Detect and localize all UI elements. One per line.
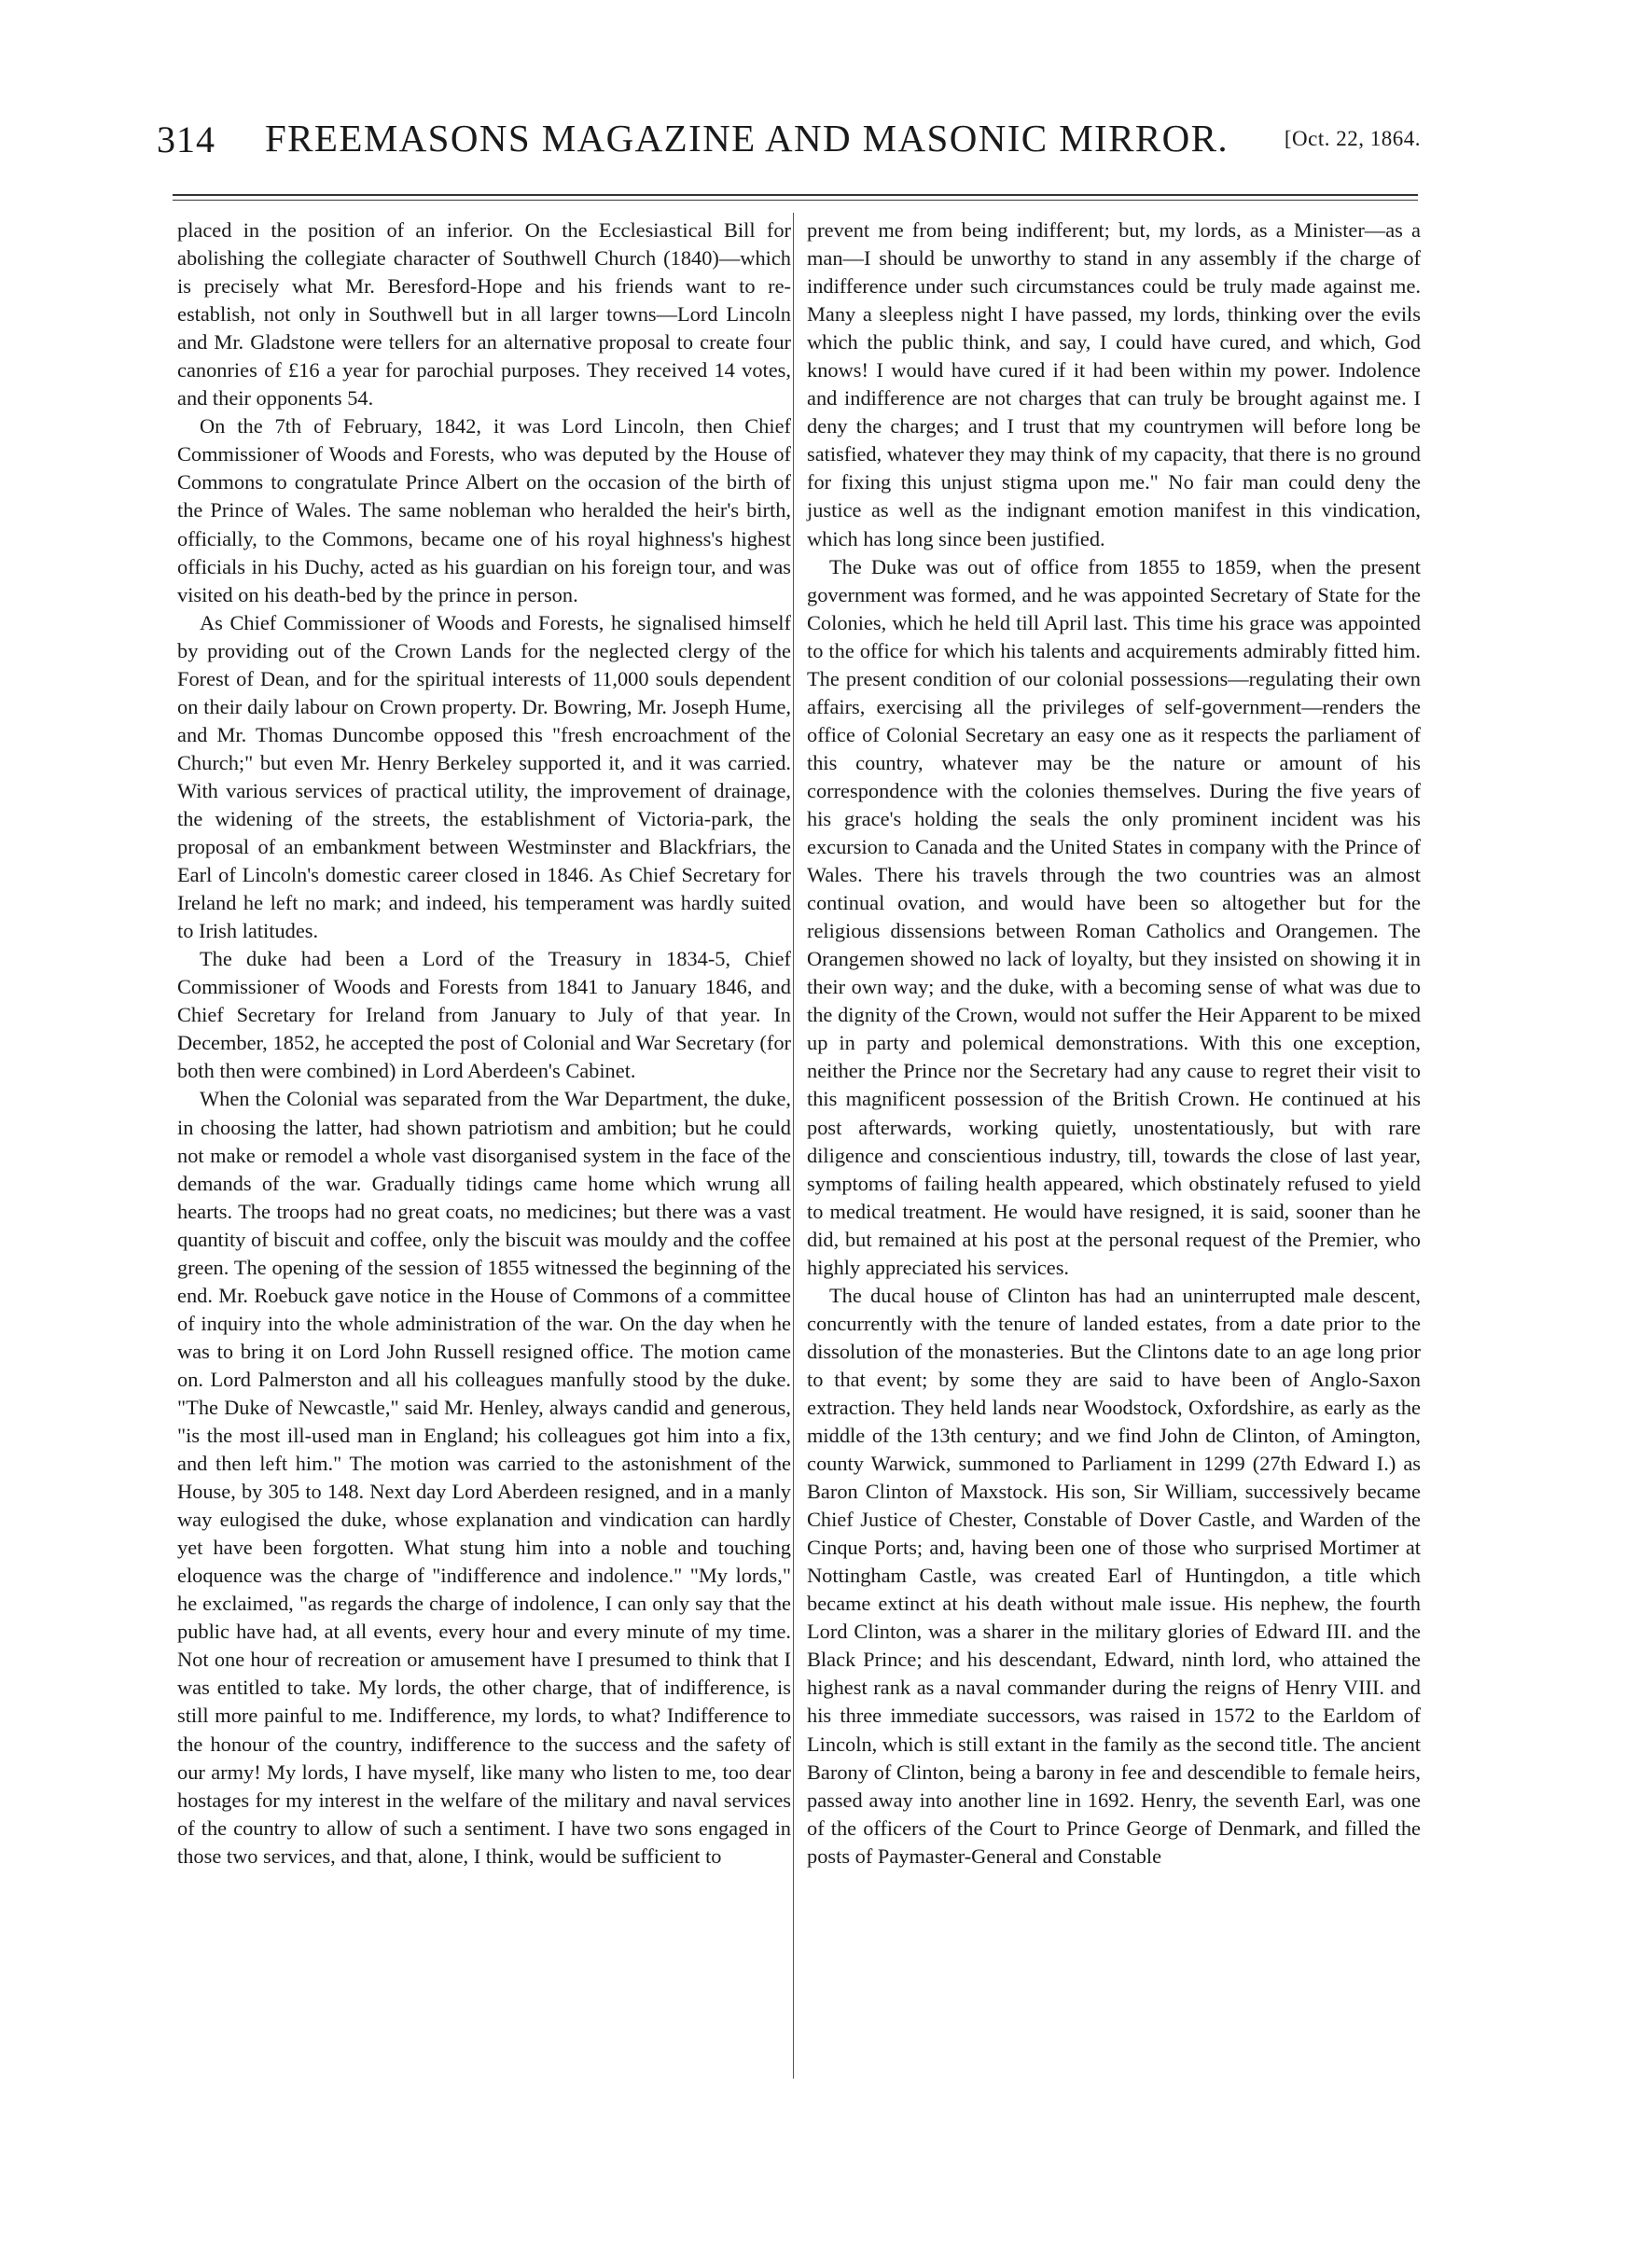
masthead-title: FREEMASONS MAGAZINE AND MASONIC MIRROR. — [264, 117, 1229, 160]
header-rule — [173, 194, 1418, 196]
paragraph: placed in the position of an inferior. On the Ecclesiastical Bill for abolishing the collegiate character of Southwell Church (1840)—which is precisely what Mr. Beresford-Hope and his friends want to re-establish, not only in Southwell but in all larger towns—Lord Lincoln and Mr. Gladstone were tellers for an alternative proposal to create four canonries of £16 a year for parochial purposes. They received 14 votes, and their opponents 54. — [177, 218, 791, 410]
paragraph: The Duke was out of office from 1855 to 1859, when the present government was formed, and he was appointed Secretary of State for the Colonies, which he held till April last. This time his grace was appointed to the office for which his talents and acquirements admirably fitted him. The present condition of our colonial possessions—regulating their own affairs, exercising all the privileges of self-government—renders the office of Colonial Secretary an easy one as it respects the parliament of this country, whatever may be the nature or amount of his correspondence with the colonies themselves. During the five years of his grace's holding the seals the only prominent incident was his excursion to Canada and the United States in company with the Prince of Wales. There his travels through the two countries was an almost continual ovation, and would have been so altogether but for the religious dissensions between Roman Catholics and Orangemen. The Orangemen showed no lack of loyalty, but they insisted on showing it in their own way; and the duke, with a becoming sense of what was due to the dignity of the Crown, would not suffer the Heir Apparent to be mixed up in party and polemical demonstrations. With this one exception, neither the Prince nor the Secretary had any cause to regret their visit to this magnificent possession of the British Crown. He continued at his post afterwards, working quietly, unostentatiously, but with rare diligence and conscientious industry, till, towards the close of last year, symptoms of failing health appeared, which obstinately refused to yield to medical treatment. He would have resigned, it is said, sooner than he did, but remained at his post at the personal request of the Premier, who highly appreciated his services. — [807, 554, 1421, 1279]
paragraph: The duke had been a Lord of the Treasury in 1834-5, Chief Commissioner of Woods and Forests from 1841 to January 1846, and Chief Secretary for Ireland from January to July of that year. In December, 1852, he accepted the post of Colonial and War Secretary (for both then were combined) in Lord Aberdeen's Cabinet. — [177, 947, 791, 1083]
paragraph: On the 7th of February, 1842, it was Lord Lincoln, then Chief Commissioner of Woods and Forests, who was deputed by the House of Commons to congratulate Prince Albert on the occasion of the birth of the Prince of Wales. The same nobleman who heralded the heir's birth, officially, to the Commons, became one of his royal highness's highest officials in his Duchy, acted as his guardian on his foreign tour, and was visited on his death-bed by the prince in person. — [177, 414, 791, 606]
paragraph: When the Colonial was separated from the War Department, the duke, in choosing the latter, had shown patriotism and ambition; but he could not make or remodel a whole vast disorganised system in the face of the demands of the war. Gradually tidings came home which wrung all hearts. The troops had no great coats, no medicines; but there was a vast quantity of biscuit and coffee, only the biscuit was mouldy and the coffee green. The opening of the session of 1855 witnessed the beginning of the end. Mr. Roebuck gave notice in the House of Commons of a committee of inquiry into the whole administration of the war. On the day when he was to bring it on Lord John Russell resigned office. The motion came on. Lord Palmerston and all his colleagues manfully stood by the duke. "The Duke of Newcastle," said Mr. Henley, always candid and generous, "is the most ill-used man in England; his colleagues got him into a fix, and then left him." The motion was carried to the astonishment of the House, by 305 to 148. Next day Lord Aberdeen resigned, and in a manly way eulogised the duke, whose explanation and vindication can hardly yet have been forgotten. What stung him into a noble and touching eloquence was the charge of "indifference and indolence." "My lords," he exclaimed, "as regards the charge of indolence, I can only say that the public have had, at all events, every hour and every minute of my time. Not one hour of recreation or amusement have I presumed to think that I was entitled to take. My lords, the other charge, that of indifference, is still more painful to me. Indifference, my lords, to what? Indifference to the honour of the country, indifference to the success and the safety of our army! My lords, I have myself, like many who listen to me, too dear hostages for my interest in the welfare of the military and naval services of the country to allow of such a sentiment. I have two sons engaged in those two services, and that, alone, I think, would be sufficient to — [177, 1087, 791, 1868]
paragraph: The ducal house of Clinton has had an uninterrupted male descent, concurrently with the tenure of landed estates, from a date prior to the dissolution of the monasteries. But the Clintons date to an age long prior to that event; by some they are said to have been of Anglo-Saxon extraction. They held lands near Woodstock, Oxfordshire, as early as the middle of the 13th century; and we find John de Clinton, of Amington, county Warwick, summoned to Parliament in 1299 (27th Edward I.) as Baron Clinton of Maxstock. His son, Sir William, successively became Chief Justice of Chester, Constable of Dover Castle, and Warden of the Cinque Ports; and, having been one of those who surprised Mortimer at Nottingham Castle, was created Earl of Huntingdon, a title which became extinct at his death without male issue. His nephew, the fourth Lord Clinton, was a sharer in the military glories of Edward III. and the Black Prince; and his descendant, Edward, ninth lord, who attained the highest rank as a naval commander during the reigns of Henry VIII. and his three immediate successors, was raised in 1572 to the Earldom of Lincoln, which is still extant in the family as the second title. The ancient Barony of Clinton, being a barony in fee and descendible to female heirs, passed away into another line in 1692. Henry, the seventh Earl, was one of the officers of the Court to Prince George of Denmark, and filled the posts of Paymaster-General and Constable — [807, 1283, 1421, 1868]
header-rule-thin — [173, 200, 1418, 201]
page-number: 314 — [157, 118, 215, 160]
paragraph: prevent me from being indifferent; but, my lords, as a Minister—as a man—I should be unworthy to stand in any assembly if the charge of indifference under such circumstances could be truly made against me. Many a sleepless night I have passed, my lords, thinking over the evils which the public think, and say, I could have cured, and which, God knows! I would have cured if it had been within my power. Indolence and indifference are not charges that can truly be brought against me. I deny the charges; and I trust that my countrymen will before long be satisfied, whatever they may think of my capacity, that there is no ground for fixing this unjust stigma upon me." No fair man could deny the justice as well as the indignant emotion manifest in this vindication, which has long since been justified. — [807, 218, 1421, 550]
column-divider — [793, 213, 794, 2079]
issue-date: [Oct. 22, 1864. — [1284, 127, 1421, 150]
right-column — [807, 216, 1421, 1871]
paragraph: As Chief Commissioner of Woods and Forests, he signalised himself by providing out of the Crown Lands for the neglected clergy of the Forest of Dean, and for the spiritual interests of 11,000 souls dependent on their daily labour on Crown property. Dr. Bowring, Mr. Joseph Hume, and Mr. Thomas Duncombe opposed this "fresh encroachment of the Church;" but even Mr. Henry Berkeley supported it, and it was carried. With various services of practical utility, the improvement of drainage, the widening of the streets, the establishment of Victoria-park, the proposal of an embankment between Westminster and Blackfriars, the Earl of Lincoln's domestic career closed in 1846. As Chief Secretary for Ireland he left no mark; and indeed, his temperament was hardly suited to Irish latitudes. — [177, 610, 791, 943]
left-column — [177, 216, 791, 1871]
page-header — [157, 110, 1421, 175]
